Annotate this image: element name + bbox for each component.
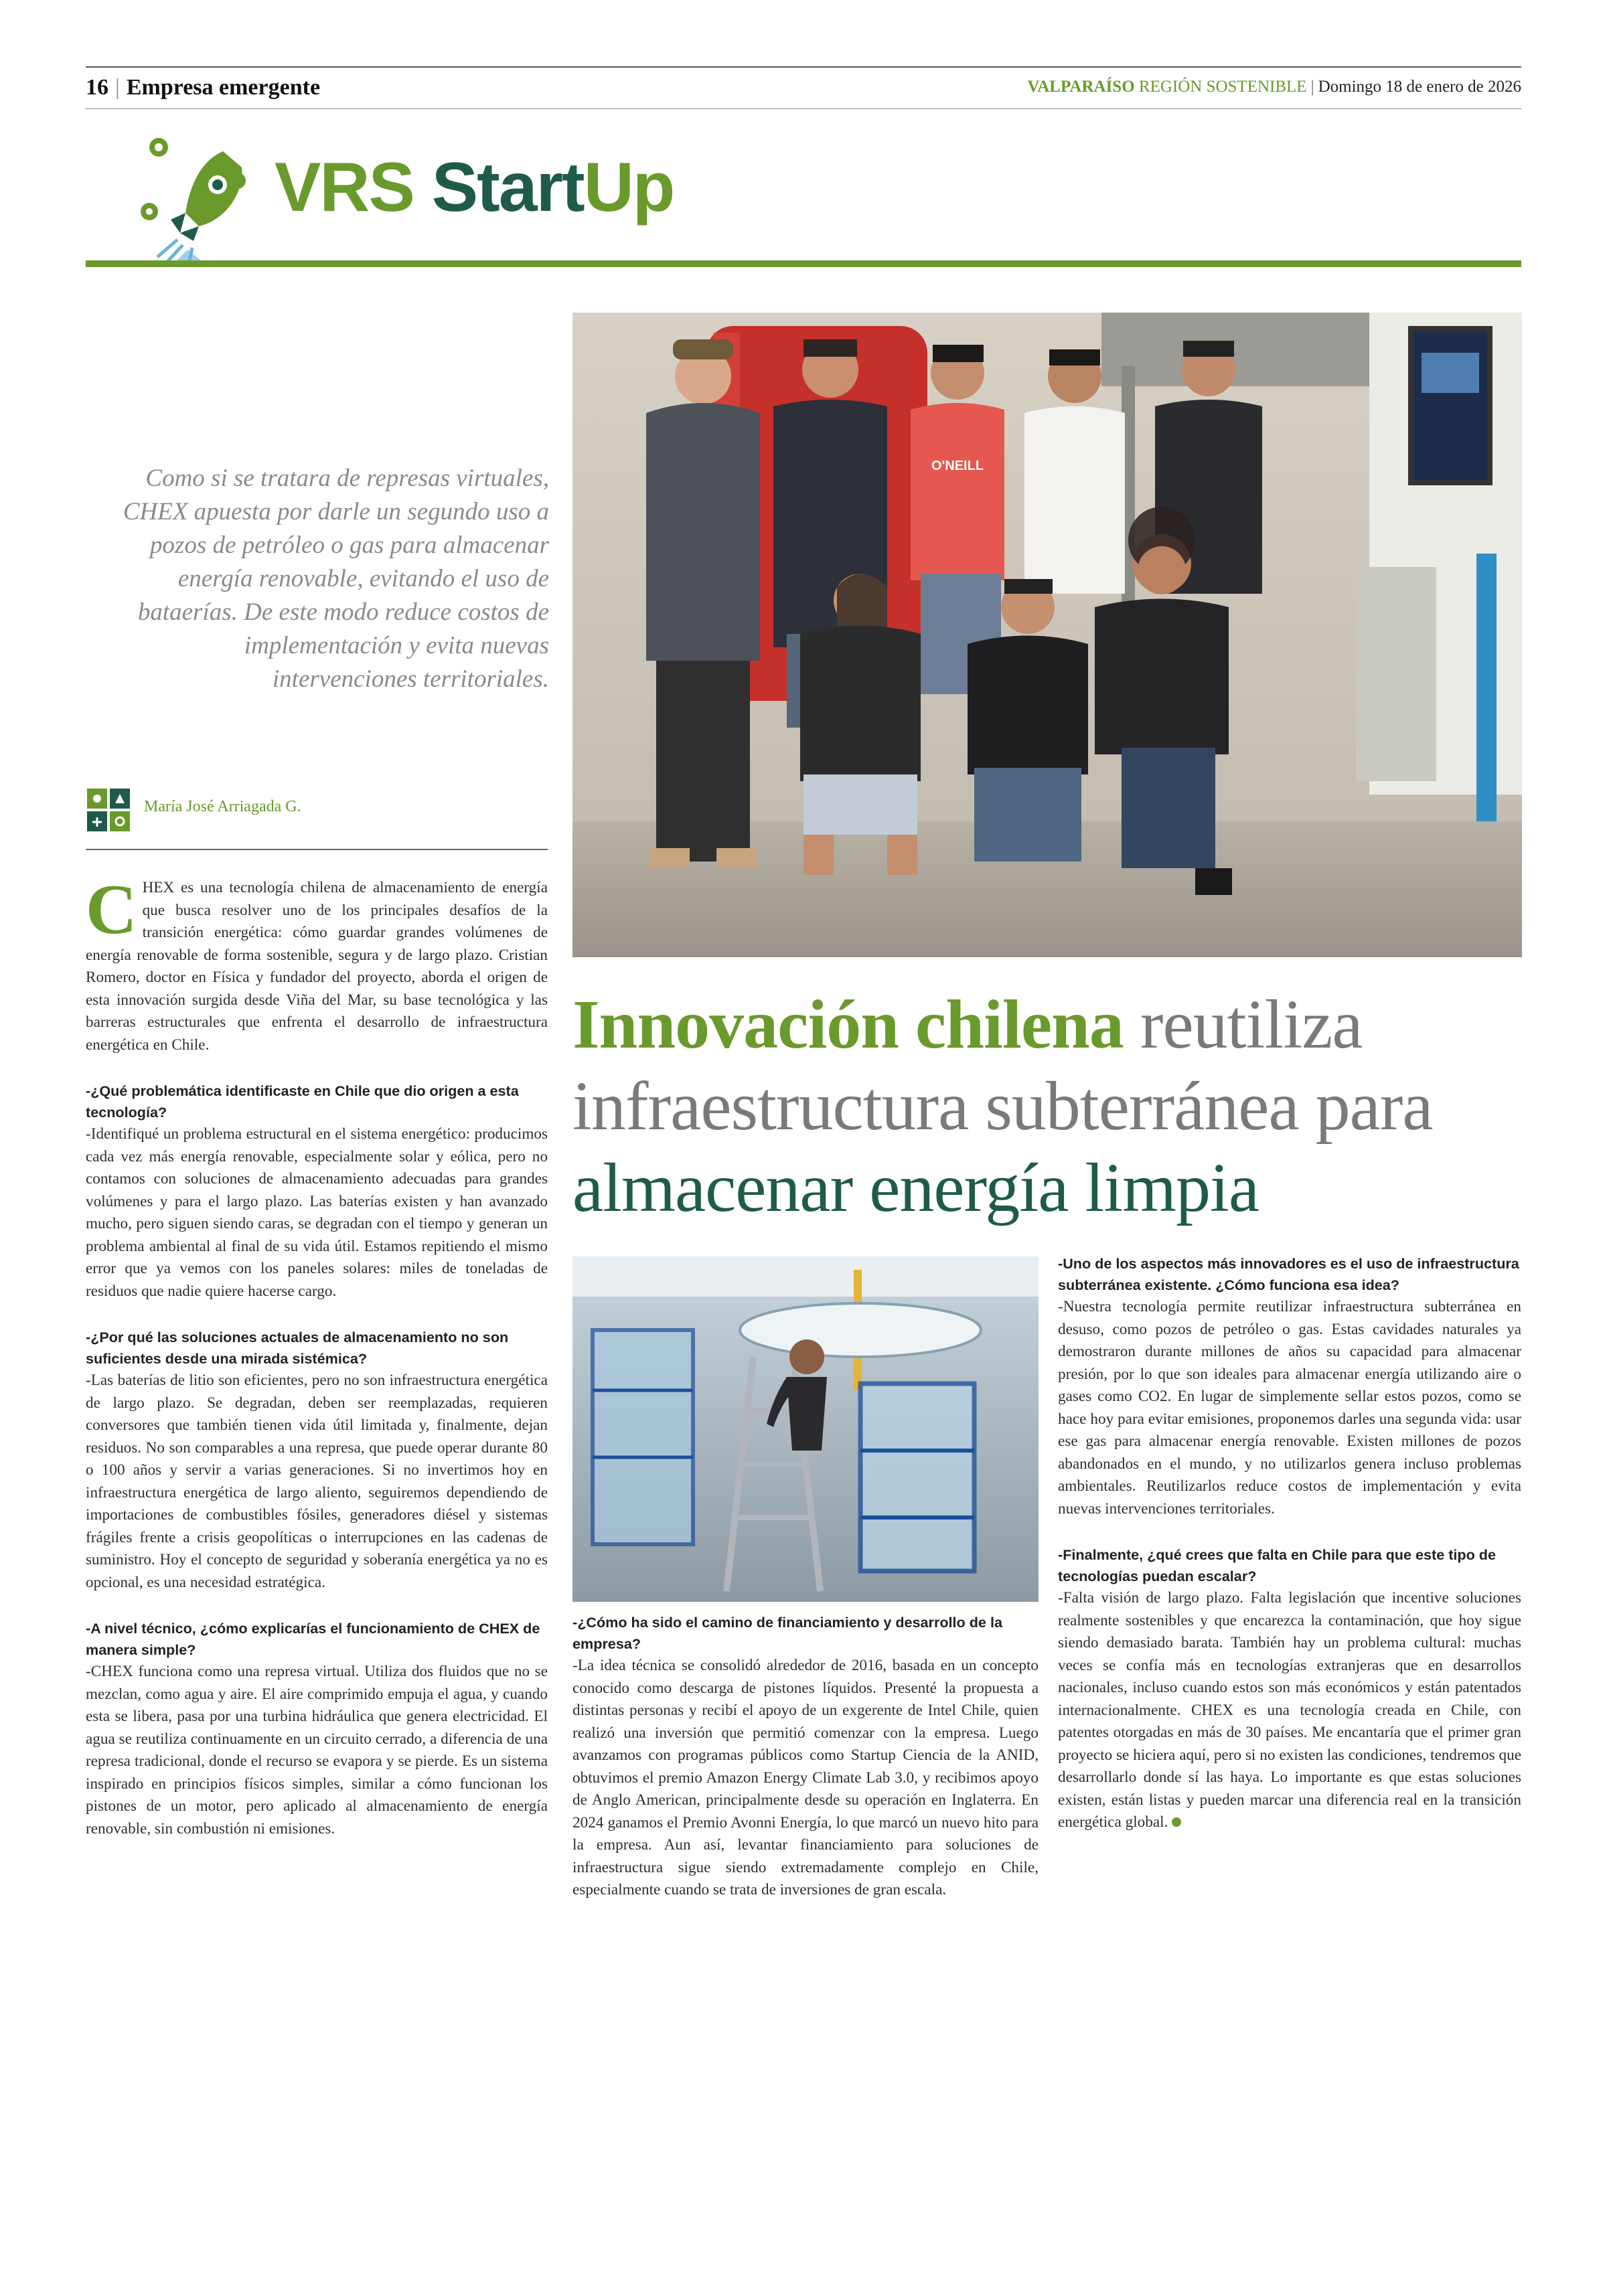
section-title-vrs: VRS <box>275 149 432 226</box>
intro-text: HEX es una tecnología chilena de almacenamiento de energía que busca resolver uno de los principales desafíos de la transición energética: cómo guardar grandes volúmenes de energía renovable de forma sostenible, segura y de largo plazo. Cristian Romero, doctor en Física y fundador del proyecto, aborda el origen de esta innovación surgida desde Viña del Mar, su base tecnológica y las barreras estructurales que enfrenta el desarrollo de infraestructura energética en Chile. <box>86 879 548 1054</box>
article-lead: Como si se tratara de represas virtuales, CHEX apuesta por darle un segundo uso a pozos de petróleo o gas para almacenar energía renovable, evitando el uso de bataerías. De este modo reduce costos de implementación y evita nuevas intervenciones territoriales. <box>123 465 549 693</box>
headline-emphasis: Innovación chilena <box>572 986 1124 1063</box>
page-folio: 16 | Empresa emergente <box>86 75 321 100</box>
publication-region: REGIÓN SOSTENIBLE <box>1138 78 1307 96</box>
answer-1: -Identifiqué un problema estructural en el sistema energético: producimos cada vez más energía renovable, especialmente solar y eólica, pero no contamos con soluciones de almacenamiento adecuadas para grandes volúmenes y para el largo plazo. Las baterías existen y han avanzado mucho, pero siguen siendo caras, se degradan con el tiempo y generan un problema ambiental al final de su vida útil. Estamos repitiendo el mismo error que ya vemos con los paneles solares: miles de toneladas de residuos que nadie quiere hacerse cargo. <box>86 1125 548 1300</box>
answer-4: -La idea técnica se consolidó alrededor de 2016, basada en un concepto conocido como descarga de pistones líquidos. Presenté la propuesta a distintas personas y recibí el apoyo de un exgerente de Intel Chile, quien realizó una inversión que permitió comenzar con la empresa. Luego avanzamos con programas públicos como Startup Ciencia de la ANID, obtuvimos el premio Amazon Energy Climate Lab 3.0, y recibimos apoyo de Anglo American, principalmente desde su operación en Inglaterra. En 2024 ganamos el Premio Avonni Energía, lo que marcó un nuevo hito para la empresa. Aun así, levantar financiamiento para soluciones de infraestructura sigue siendo extremadamente complejo en Chile, especialmente cuando se trata de inversiones de gran escala. <box>572 1657 1039 1898</box>
byline-rule <box>86 849 548 850</box>
drop-cap: C <box>86 870 137 949</box>
issue-date: Domingo 18 de enero de 2026 <box>1318 78 1521 96</box>
shirt-brand-text: O'NEILL <box>931 459 984 473</box>
headline-ending: almacenar energía limpia <box>572 1149 1259 1226</box>
rocket-gears-icon <box>124 133 264 266</box>
author-logo-icon <box>87 789 130 831</box>
answer-2: -Las baterías de litio son eficientes, pero no son infraestructura energética de largo plazo. Se degradan, deben ser reemplazadas, requieren conversores que también tienen vida útil limitada y, finalmente, dejan residuos. No son comparables a una represa, que puede operar durante 80 o 100 años y servir a varias generaciones. Si no invertimos hoy en infraestructura energética de largo aliento, seguiremos dependiendo de importaciones de combustibles fósiles, generadores diésel y sistemas frágiles frente a crisis geopolíticas o interrupciones en las cadenas de suministro. Hoy el concepto de seguridad y soberanía energética ya no es opcional, es una necesidad estratégica. <box>86 1372 548 1591</box>
article-column-1 <box>86 870 548 1840</box>
question-5: -Uno de los aspectos más innovadores es el uso de infraestructura subterránea existente. ¿Cómo funciona esa idea? <box>1058 1255 1519 1293</box>
header-underline <box>86 108 1521 109</box>
article-intro <box>86 870 548 1056</box>
answer-6 <box>1058 1587 1521 1834</box>
section-title <box>275 149 674 226</box>
article-headline <box>572 984 1530 1229</box>
answer-6-text: -Falta visión de largo plazo. Falta legislación que incentive soluciones realmente sostenibles y que encarezca la contaminación, que hoy sigue siendo demasiado barata. También hay un problema cultural: muchas veces se confía más en tecnologías extranjeras que en desarrollos nacionales, incluso cuando estos son más económicos y están patentados internacionalmente. CHEX es una tecnología creada en Chile, con patentes otorgadas en más de 30 países. Me encantaría que el primer gran proyecto se hiciera aquí, pero si no existen las condiciones, tendremos que desarrollarlo donde sí las haya. Lo importante es que estas soluciones existen, están listas y pueden marcar una diferencia real en la transición energética global. <box>1058 1589 1521 1831</box>
section-name: Empresa emergente <box>126 75 321 100</box>
question-6: -Finalmente, ¿qué crees que falta en Chile para que este tipo de tecnologías puedan escalar? <box>1058 1546 1496 1584</box>
question-1: -¿Qué problemática identificaste en Chile que dio origen a esta tecnología? <box>86 1082 519 1121</box>
question-4: -¿Cómo ha sido el camino de financiamiento y desarrollo de la empresa? <box>572 1614 1002 1652</box>
section-title-start: Start <box>431 149 584 226</box>
top-rule <box>86 66 1521 68</box>
lab-photo <box>572 1256 1039 1602</box>
author-byline: María José Arriagada G. <box>144 798 301 815</box>
question-3: -A nivel técnico, ¿cómo explicarías el funcionamiento de CHEX de manera simple? <box>86 1620 540 1658</box>
answer-3: -CHEX funciona como una represa virtual. Utiliza dos fluidos que no se mezclan, como agua y aire. El aire comprimido empuja el agua, y cuando esta se libera, pasa por una turbina hidráulica que genera electricidad. El agua se reutiliza continuamente en un circuito cerrado, a diferencia de una represa tradicional, donde el recurso se evapora y se pierde. Es un sistema inspirado en principios físicos simples, similar a cómo funcionan los pistones de un motor, pero aplicado al almacenamiento de energía renovable, sin combustión ni emisiones. <box>86 1663 548 1837</box>
article-column-3 <box>1058 1253 1521 1834</box>
question-2: -¿Por qué las soluciones actuales de almacenamiento no son suficientes desde una mirada sistémica? <box>86 1329 509 1367</box>
team-photo <box>572 313 1522 957</box>
section-title-up: Up <box>583 149 674 226</box>
answer-5: -Nuestra tecnología permite reutilizar infraestructura subterránea en desuso, como pozos de petróleo o gas. Estas cavidades naturales ya demostraron durante millones de años su capacidad para almacenar presión, por lo que son ideales para almacenar energía utilizando aire o gases como CO2. En lugar de simplemente sellar estos pozos, como se hace hoy para evitar emisiones, proponemos darles una segunda vida: usar ese gas para almacenar energía renovable. Existen millones de pozos abandonados en el mundo, y no utilizarlos genera incluso problemas ambientales. Reutilizarlos reduce costos de implementación y evita nuevas intervenciones territoriales. <box>1058 1298 1521 1518</box>
masthead-info: VALPARAÍSO REGIÓN SOSTENIBLE | Domingo 18 de enero de 2026 <box>1027 78 1521 96</box>
page-number: 16 <box>86 75 108 100</box>
end-mark-icon <box>1172 1817 1181 1827</box>
banner-green-rule <box>86 260 1521 267</box>
headline-middle: reutiliza infraestructura subterránea para <box>572 986 1433 1145</box>
publication-city: VALPARAÍSO <box>1027 78 1135 96</box>
article-column-2 <box>572 1612 1039 1902</box>
